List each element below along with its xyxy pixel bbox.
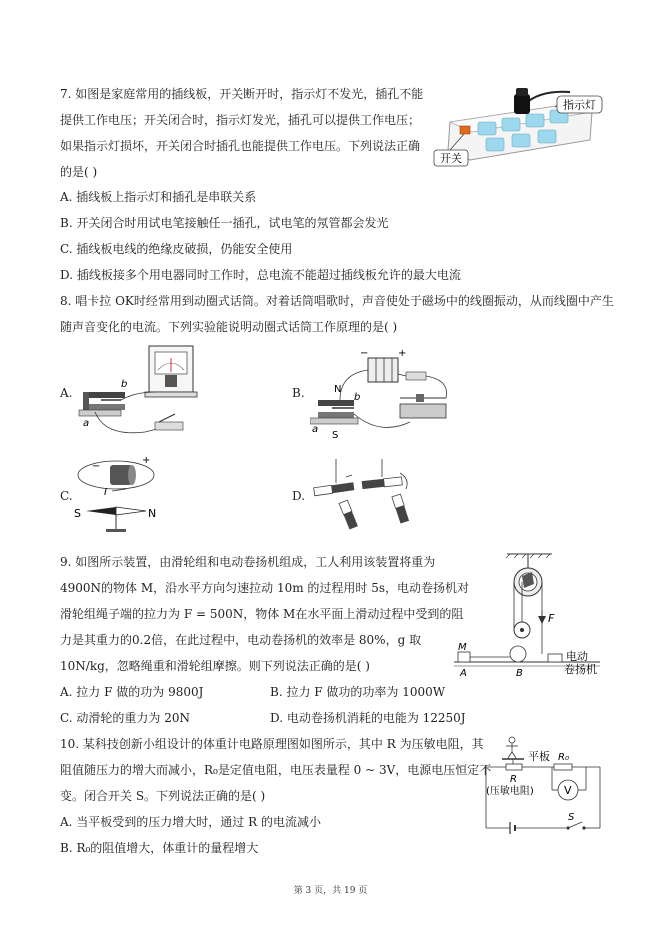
page-footer: 第 3 页，共 19 页 (293, 886, 368, 896)
power-strip-figure (430, 82, 605, 170)
q7-line-1: 7. 如图是家庭常用的插线板，开关断开时，指示灯不发光，插孔不能 (60, 87, 424, 101)
block-m-label: M (458, 642, 467, 653)
q7-line-4: 的是( ) (60, 165, 98, 179)
fig-b-south: S (332, 430, 339, 440)
fig-c-south: S (74, 507, 81, 520)
q7-option-d: D. 插线板接多个用电器同时工作时，总电流不能超过插线板允许的最大电流 (60, 268, 461, 282)
q8-option-c-label: C. (60, 489, 73, 503)
voltmeter-label: V (564, 784, 572, 797)
point-a-label: A (460, 668, 467, 679)
q7-line-2: 提供工作电压；开关闭合时，指示灯发光，插孔可以提供工作电压； (60, 113, 421, 127)
force-label: F (548, 612, 555, 625)
q8-figure-a (75, 342, 205, 440)
fig-b-minus: − (360, 348, 369, 359)
q9-line-2: 4900N的物体 M，沿水平方向匀速拉动 10m 的过程用时 5s，电动卷扬机对 (60, 581, 470, 595)
q9-option-d: D. 电动卷扬机消耗的电能为 12250J (270, 711, 466, 725)
q9-option-c: C. 动滑轮的重力为 20N (60, 711, 190, 725)
fig-c-minus: − (92, 461, 101, 472)
fig-b-north: N (334, 384, 342, 395)
fig-c-plus: + (142, 455, 151, 466)
scale-circuit-figure (482, 734, 607, 834)
q8-figure-c (70, 455, 180, 535)
q8-option-d-label: D. (292, 489, 306, 503)
q9-line-4: 力是其重力的0.2倍，在此过程中，电动卷扬机的效率是 80%，g 取 (60, 633, 422, 647)
fig-a-label-a: a (83, 418, 90, 429)
q8-option-b-label: B. (292, 386, 305, 400)
q9-line-5: 10N/kg，忽略绳重和滑轮组摩擦。则下列说法正确的是( ) (60, 659, 370, 673)
q10-line-2: 阻值随压力的增大而减小，R₀是定值电阻，电压表量程 0 ~ 3V，电源电压恒定不 (60, 763, 492, 777)
fig-b-label-a: a (312, 424, 319, 435)
winch-label-2: 卷扬机 (564, 663, 597, 676)
indicator-light-label: 指示灯 (563, 98, 596, 112)
point-b-label: B (516, 668, 523, 679)
plate-label: 平板 (528, 750, 550, 763)
q10-option-a: A. 当平板受到的压力增大时，通过 R 的电流减小 (60, 815, 321, 829)
q9-option-b: B. 拉力 F 做功的功率为 1000W (270, 685, 446, 699)
q9-line-1: 9. 如图所示装置，由滑轮组和电动卷扬机组成，工人利用该装置将重为 (60, 555, 436, 569)
resistor-r-label: R (510, 774, 517, 785)
switch-s-label: S (568, 812, 575, 823)
fig-c-current: I (104, 487, 107, 498)
q7-option-b: B. 开关闭合时用试电笔接触任一插孔，试电笔的氖管都会发光 (60, 216, 389, 230)
q10-option-b: B. R₀的阻值增大，体重计的量程增大 (60, 841, 259, 855)
q7-line-3: 如果指示灯损坏，开关闭合时插孔也能提供工作电压。下列说法正确 (60, 139, 421, 153)
q10-line-3: 变。闭合开关 S。下列说法正确的是( ) (60, 789, 266, 803)
q7-option-c: C. 插线板电线的绝缘皮破损，仍能安全使用 (60, 242, 293, 256)
winch-label-1: 电动 (566, 650, 588, 663)
q8-figure-b (310, 344, 455, 440)
resistor-r0-label: R₀ (558, 752, 569, 763)
q8-figure-d (310, 455, 430, 535)
switch-label: 开关 (440, 152, 462, 165)
q8-line-1: 8. 唱卡拉 OK时经常用到动圈式话筒。对着话筒唱歌时，声音使处于磁场中的线圈振动，从而线圈中产生 (60, 294, 614, 308)
fig-b-label-b: b (354, 392, 361, 403)
pulley-winch-figure (452, 550, 602, 680)
fig-c-north: N (148, 507, 157, 520)
fig-a-label-b: b (121, 379, 128, 390)
q8-line-2: 随声音变化的电流。下列实验能说明动圈式话筒工作原理的是( ) (60, 320, 398, 334)
q10-line-1: 10. 某科技创新小组设计的体重计电路原理图如图所示，其中 R 为压敏电阻，其 (60, 737, 484, 751)
q9-option-a: A. 拉力 F 做的功为 9800J (60, 685, 204, 699)
q9-line-3: 滑轮组绳子端的拉力为 F = 500N，物体 M在水平面上滑动过程中受到的阻 (60, 607, 464, 621)
fig-b-plus: + (398, 348, 407, 359)
q7-option-a: A. 插线板上指示灯和插孔是串联关系 (60, 190, 257, 204)
resistor-r-note: (压敏电阻) (486, 786, 534, 797)
q8-option-a-label: A. (60, 386, 73, 400)
